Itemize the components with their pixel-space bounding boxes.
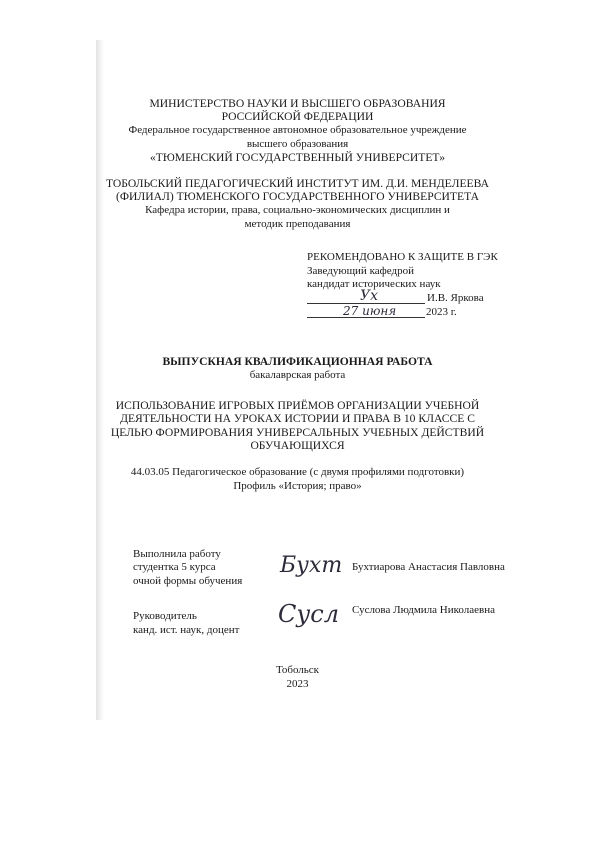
approval-name: И.В. Яркова <box>427 292 484 304</box>
city: Тобольск <box>275 664 320 676</box>
institution-line-2: высшего образования <box>246 138 349 150</box>
author-signature: Бухт <box>280 553 343 578</box>
program-line-1: 44.03.05 Педагогическое образование (с двумя профилями подготовки) <box>130 466 465 478</box>
program-line-2: Профиль «История; право» <box>233 480 362 492</box>
topic-line-4: ОБУЧАЮЩИХСЯ <box>250 439 345 452</box>
ministry-line-1: МИНИСТЕРСТВО НАУКИ И ВЫСШЕГО ОБРАЗОВАНИЯ <box>149 97 446 110</box>
topic-line-3: ЦЕЛЬЮ ФОРМИРОВАНИЯ УНИВЕРСАЛЬНЫХ УЧЕБНЫХ ДЕЙСТВИЙ <box>110 426 485 439</box>
supervisor-name: Суслова Людмила Николаевна <box>352 604 495 616</box>
approval-signature: Ух <box>360 288 379 304</box>
approval-date-handwritten: 27 июня <box>343 304 397 318</box>
author-label-line-3: очной формы обучения <box>133 575 243 587</box>
institution-line-1: Федеральное государственное автономное образовательное учреждение <box>128 124 467 136</box>
supervisor-signature: Суcл <box>278 600 340 628</box>
work-type: бакалаврская работа <box>249 369 346 381</box>
approval-year: 2023 г. <box>426 306 457 318</box>
institute-line-1: ТОБОЛЬСКИЙ ПЕДАГОГИЧЕСКИЙ ИНСТИТУТ ИМ. Д.И. МЕНДЕЛЕЕВА <box>105 177 489 190</box>
year: 2023 <box>286 678 309 690</box>
university-name: «ТЮМЕНСКИЙ ГОСУДАРСТВЕННЫЙ УНИВЕРСИТЕТ» <box>149 151 446 164</box>
approval-degree: кандидат исторических наук <box>307 278 441 290</box>
department-line-1: Кафедра истории, права, социально-экономических дисциплин и <box>145 204 450 216</box>
author-label-line-2: студентка 5 курса <box>133 561 216 573</box>
author-name: Бухтиарова Анастасия Павловна <box>352 561 505 573</box>
institute-line-2: (ФИЛИАЛ) ТЮМЕНСКОГО ГОСУДАРСТВЕННОГО УНИВЕРСИТЕТА <box>116 190 479 203</box>
ministry-line-2: РОССИЙСКОЙ ФЕДЕРАЦИИ <box>221 110 374 123</box>
author-label-line-1: Выполнила работу <box>133 548 221 560</box>
department-line-2: методик преподавания <box>244 218 351 230</box>
supervisor-label-line-2: канд. ист. наук, доцент <box>133 624 240 636</box>
approval-role: Заведующий кафедрой <box>307 265 414 277</box>
topic-line-2: ДЕЯТЕЛЬНОСТИ НА УРОКАХ ИСТОРИИ И ПРАВА В 10 КЛАССЕ С <box>120 412 475 425</box>
topic-line-1: ИСПОЛЬЗОВАНИЕ ИГРОВЫХ ПРИЁМОВ ОРГАНИЗАЦИИ УЧЕБНОЙ <box>115 399 480 412</box>
approval-title: РЕКОМЕНДОВАНО К ЗАЩИТЕ В ГЭК <box>307 251 498 263</box>
work-title: ВЫПУСКНАЯ КВАЛИФИКАЦИОННАЯ РАБОТА <box>162 355 433 368</box>
supervisor-label-line-1: Руководитель <box>133 610 197 622</box>
